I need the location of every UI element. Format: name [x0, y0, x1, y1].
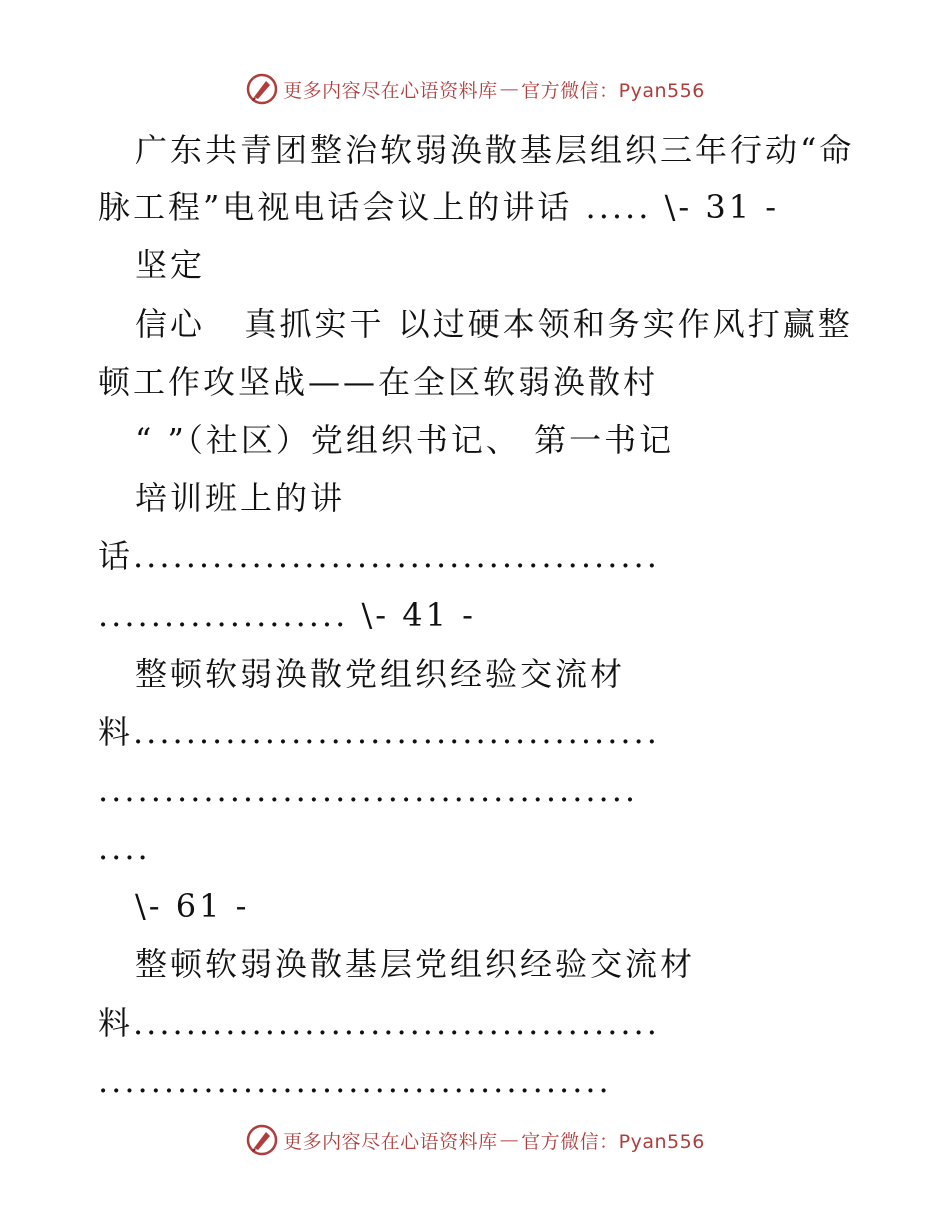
toc-entry-3-line-4: ....	[98, 829, 151, 867]
toc-entry-2-line-5: 培训班上的讲	[135, 479, 346, 517]
toc-entry-1-line-2: 脉工程”电视电话会议上的讲话 ..... \- 31 -	[98, 188, 780, 226]
toc-entry-2-line-2: 信心 真抓实干 以过硬本领和务实作风打赢整	[135, 305, 853, 343]
page-header-watermark	[0, 69, 950, 109]
footer-ad-text: 更多内容尽在心语资料库	[283, 1130, 498, 1153]
toc-entry-4-line-3: .......................................	[98, 1062, 612, 1100]
toc-entry-3-line-1: 整顿软弱涣散党组织经验交流材	[135, 655, 626, 693]
header-separator: —	[499, 78, 520, 100]
toc-entry-2-line-1: 坚定	[135, 246, 206, 284]
toc-entry-3-line-2: 料........................................	[98, 713, 660, 751]
toc-entry-4-line-1: 整顿软弱涣散基层党组织经验交流材	[135, 945, 696, 983]
pen-nib-circle-icon	[245, 72, 279, 106]
header-contact: 官方微信：Pyan556	[521, 79, 705, 102]
toc-entry-3-line-5: \- 61 -	[135, 887, 250, 925]
toc-entry-2-line-6: 话........................................	[98, 537, 660, 575]
toc-entry-2-line-7: ................... \- 41 -	[98, 596, 476, 634]
toc-entry-1-line-1: 广东共青团整治软弱涣散基层组织三年行动“命	[135, 131, 855, 169]
toc-entry-2-line-3: 顿工作攻坚战——在全区软弱涣散村	[98, 363, 659, 401]
footer-contact: 官方微信：Pyan556	[521, 1130, 705, 1153]
toc-entry-2-line-4: “ ”（社区）党组织书记、 第一书记	[135, 421, 675, 459]
toc-entry-3-line-3: .........................................	[98, 771, 639, 809]
footer-separator: —	[499, 1129, 520, 1151]
header-ad-text: 更多内容尽在心语资料库	[283, 79, 498, 102]
pen-nib-circle-icon	[245, 1123, 279, 1157]
toc-entry-4-line-2: 料........................................	[98, 1004, 660, 1042]
page-footer-watermark	[0, 1120, 950, 1160]
